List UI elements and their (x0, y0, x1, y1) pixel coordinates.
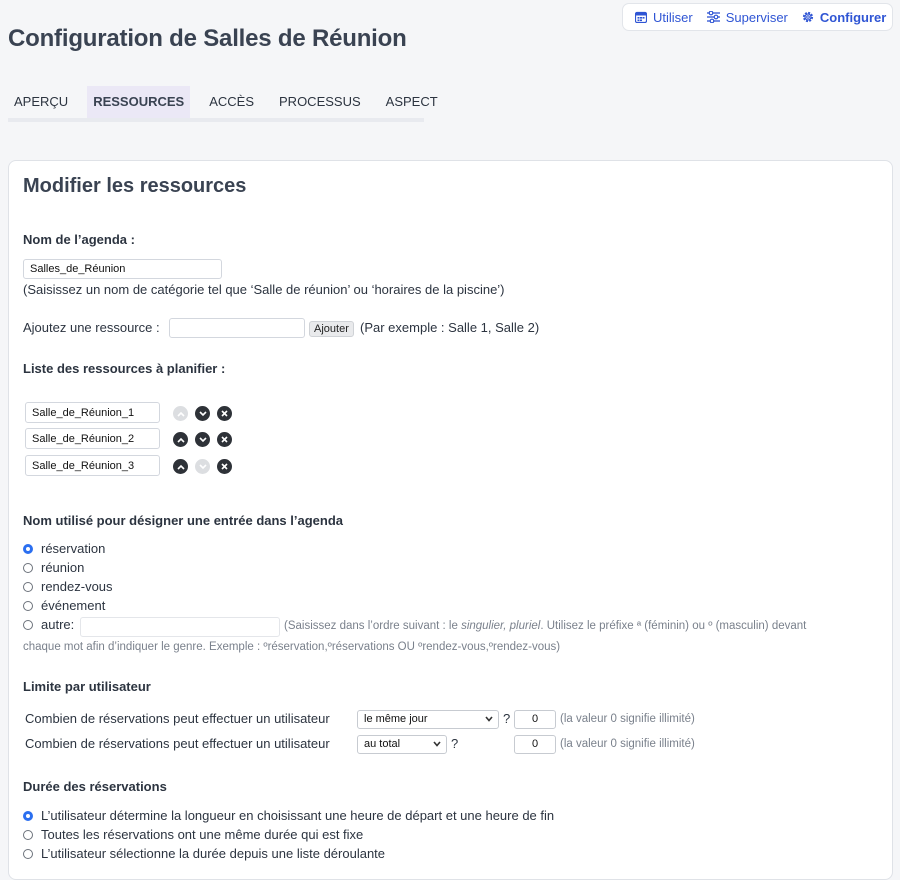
entry-name-label: Nom utilisé pour désigner une entrée dans l’agenda (23, 513, 344, 528)
agenda-name-label: Nom de l’agenda : (23, 232, 135, 247)
tab-resources[interactable]: RESSOURCES (87, 86, 190, 118)
radio-rendez-vous[interactable] (23, 582, 33, 592)
radio-other[interactable] (23, 620, 33, 630)
delete-button-3[interactable] (217, 459, 232, 474)
tab-bar (8, 86, 438, 122)
radio-duration-fixed[interactable] (23, 830, 33, 840)
limit-value-input-2[interactable]: 0 (514, 735, 556, 754)
nav-supervise[interactable] (707, 10, 788, 25)
move-up-button-1 (173, 406, 188, 421)
section-title: Modifier les ressources (23, 175, 247, 197)
limit-period-select-1-value: le même jour (364, 713, 428, 725)
resource-list-label: Liste des ressources à planifier : (23, 361, 226, 376)
radio-evenement[interactable] (23, 601, 33, 611)
resource-input-1[interactable]: Salle_de_Réunion_1 (25, 402, 160, 423)
option-reservation-label: réservation (41, 541, 106, 556)
option-evenement-label: événement (41, 598, 106, 613)
limit-row-2-hint: (la valeur 0 signifie illimité) (560, 738, 695, 750)
sliders-icon (707, 11, 720, 23)
duration-option-fixed: Toutes les réservations ont une même durée qui est fixe (41, 827, 364, 842)
tab-access[interactable]: ACCÈS (209, 94, 255, 109)
duration-label: Durée des réservations (23, 779, 167, 794)
other-name-hint-line2: chaque mot afin d’indiquer le genre. Exemple : ºréservation,ºréservations OU ºrendez-vous,ºrendez-vous) (23, 641, 561, 653)
limit-period-select-2[interactable] (357, 735, 447, 754)
limit-row-2-text: Combien de réservations peut effectuer un utilisateur (25, 736, 330, 751)
close-icon (221, 410, 228, 417)
option-reunion-label: réunion (41, 560, 85, 575)
tab-overview[interactable]: APERÇU (14, 94, 69, 109)
gear-icon (802, 11, 814, 23)
add-example-hint: (Par exemple : Salle 1, Salle 2) (360, 320, 540, 335)
move-down-button-2[interactable] (195, 432, 210, 447)
option-rendez-vous-label: rendez-vous (41, 579, 113, 594)
limit-row-1-text: Combien de réservations peut effectuer un utilisateur (25, 711, 330, 726)
chevron-up-icon (177, 464, 185, 470)
chevron-down-icon (199, 411, 207, 417)
move-up-button-2[interactable] (173, 432, 188, 447)
other-name-hint-b: singulier, pluriel (461, 620, 541, 632)
close-icon (221, 436, 228, 443)
move-up-button-3[interactable] (173, 459, 188, 474)
limit-period-select-1[interactable] (357, 710, 499, 729)
nav-configure-label: Configurer (819, 9, 887, 25)
limit-row-1-hint: (la valeur 0 signifie illimité) (560, 713, 695, 725)
page-title: Configuration de Salles de Réunion (8, 25, 407, 52)
top-nav (622, 3, 893, 31)
nav-supervise-label: Superviser (725, 9, 788, 25)
limit-row-1-question: ? (503, 711, 511, 726)
nav-use-label: Utiliser (653, 9, 693, 25)
radio-reunion[interactable] (23, 563, 33, 573)
chevron-down-icon (199, 464, 207, 470)
delete-button-1[interactable] (217, 406, 232, 421)
add-resource-label: Ajoutez une ressource : (23, 320, 160, 335)
other-name-hint-c: . Utilisez le préfixe ª (féminin) ou º (masculin) devant (540, 620, 807, 632)
add-resource-input[interactable] (169, 318, 305, 338)
limit-value-input-1[interactable]: 0 (514, 710, 556, 729)
agenda-name-hint: (Saisissez un nom de catégorie tel que ‘Salle de réunion’ ou ‘horaires de la piscine’) (23, 282, 505, 297)
move-down-button-3 (195, 459, 210, 474)
option-other-label: autre: (41, 617, 75, 632)
chevron-down-icon (199, 437, 207, 443)
resources-card (8, 160, 893, 880)
radio-reservation[interactable] (23, 544, 33, 554)
resource-input-3[interactable]: Salle_de_Réunion_3 (25, 455, 160, 476)
chevron-down-icon (484, 714, 494, 724)
resource-input-2[interactable]: Salle_de_Réunion_2 (25, 428, 160, 449)
agenda-name-input[interactable]: Salles_de_Réunion (23, 259, 222, 279)
limit-period-select-2-value: au total (364, 738, 401, 750)
radio-duration-dropdown[interactable] (23, 849, 33, 859)
duration-option-start-end: L’utilisateur détermine la longueur en choisissant une heure de départ et une heure de fin (41, 808, 555, 823)
other-name-hint-a: (Saisissez dans l’ordre suivant : le (284, 620, 462, 632)
limit-row-2-question: ? (451, 736, 459, 751)
delete-button-2[interactable] (217, 432, 232, 447)
tab-process[interactable]: PROCESSUS (279, 94, 361, 109)
move-down-button-1[interactable] (195, 406, 210, 421)
chevron-down-icon (432, 739, 442, 749)
add-button[interactable]: Ajouter (309, 321, 354, 337)
other-name-input[interactable] (80, 617, 280, 637)
radio-duration-start-end[interactable] (23, 811, 33, 821)
chevron-up-icon (177, 437, 185, 443)
duration-option-dropdown: L’utilisateur sélectionne la durée depuis une liste déroulante (41, 846, 386, 861)
tab-appearance[interactable]: ASPECT (385, 94, 438, 109)
close-icon (221, 463, 228, 470)
nav-configure[interactable] (802, 10, 886, 25)
other-name-hint (284, 620, 806, 632)
user-limit-label: Limite par utilisateur (23, 679, 151, 694)
calendar-icon (635, 11, 647, 23)
chevron-up-icon (177, 411, 185, 417)
nav-use[interactable] (635, 10, 693, 25)
